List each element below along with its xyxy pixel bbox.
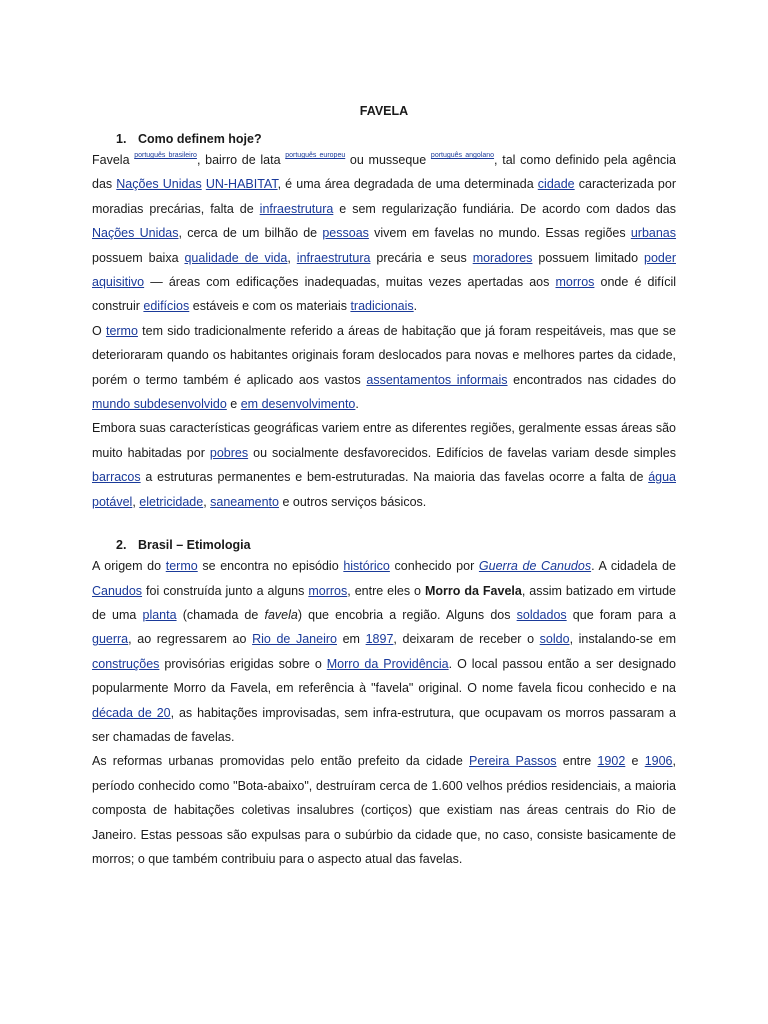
paragraph-term [92, 319, 676, 417]
link-barracos[interactable]: barracos [92, 470, 141, 485]
paragraph-characteristics [92, 416, 676, 514]
text: provisórias erigidas sobre o [159, 656, 327, 671]
link-termo[interactable]: termo [165, 559, 198, 574]
link-guerra-de-canudos[interactable]: Guerra de Canudos [478, 559, 592, 574]
text: , ao regressarem ao [128, 632, 253, 647]
link-em-desenvolvimento[interactable]: em desenvolvimento [240, 397, 356, 412]
link-qualidade-de-vida[interactable]: qualidade de vida [184, 250, 288, 265]
text: As reformas urbanas promovidas pelo então prefeito da cidade [92, 754, 470, 769]
text: , tal como definido pela agência das [92, 153, 676, 192]
link-1897[interactable]: 1897 [365, 632, 394, 647]
link-un-habitat[interactable]: UN-HABITAT [205, 177, 278, 192]
text: A origem do [92, 559, 166, 574]
link-decada-de-20[interactable]: década de 20 [92, 705, 171, 720]
link-construcoes[interactable]: construções [92, 656, 160, 671]
text: , [287, 250, 297, 265]
language-tag [134, 152, 197, 159]
text: , bairro de lata [196, 153, 286, 167]
text: possuem baixa [92, 250, 185, 265]
paragraph-reforms [92, 749, 676, 871]
link-infraestrutura[interactable]: infraestrutura [259, 201, 334, 216]
text: conhecido por [389, 559, 479, 574]
link-1906[interactable]: 1906 [644, 754, 673, 769]
link-agua-potavel[interactable]: água potável [92, 470, 676, 509]
text: e [625, 754, 645, 769]
link-nacoes-unidas[interactable]: Nações Unidas [116, 177, 202, 192]
text: caracterizada por moradias precárias, falta de [92, 177, 676, 216]
text: que foram para a [566, 607, 676, 622]
text: a estruturas permanentes e bem-estruturadas. Na maioria das favelas ocorre a falta de [140, 470, 649, 485]
link-pessoas[interactable]: pessoas [322, 226, 369, 241]
section-heading-2 [92, 538, 676, 552]
link-portugues-angolano[interactable]: português angolano [430, 152, 495, 159]
link-urbanas[interactable]: urbanas [630, 226, 677, 241]
link-assentamentos-informais[interactable]: assentamentos informais [366, 372, 508, 387]
section-number: 2. [116, 538, 127, 553]
text: , instalando-se em [569, 632, 676, 647]
text: , as habitações improvisadas, sem infra-estrutura, que ocupavam os morros passaram a ser chamadas de favelas. [92, 705, 676, 744]
document-title: FAVELA [359, 104, 409, 118]
text: , é uma área degradada de uma determinada [277, 177, 538, 192]
link-moradores[interactable]: moradores [472, 250, 533, 265]
text: entre [556, 754, 598, 769]
link-tradicionais[interactable]: tradicionais [350, 299, 414, 314]
text: se encontra no episódio [197, 559, 344, 574]
text: ) que encobria a região. Alguns dos [297, 607, 517, 622]
text: , cerca de um bilhão de [178, 226, 323, 241]
text: , deixaram de receber o [393, 632, 540, 647]
link-nacoes-unidas[interactable]: Nações Unidas [92, 226, 179, 241]
text: Embora suas características geográficas variem entre as diferentes regiões, geralmente essas áreas são muito habitadas por [92, 421, 676, 460]
language-tag [431, 152, 494, 159]
text: , período conhecido como "Bota-abaixo", destruíram cerca de 1.600 velhos prédios residenciais, a maioria composta de habitações coletivas insalubres (cortiços) que existiam nas áreas centrais do Rio de Janeiro. Estas pessoas são expulsas para o subúrbio da cidade que, no caso, consiste basicamente de morros; o que também contribuiu para o aspecto atual das favelas. [92, 754, 676, 866]
link-infraestrutura[interactable]: infraestrutura [296, 250, 371, 265]
section-heading-1 [92, 132, 676, 146]
section-spacer [92, 514, 676, 538]
link-guerra[interactable]: guerra [92, 632, 129, 647]
text: e outros serviços básicos. [278, 494, 427, 509]
paragraph-definition [92, 148, 676, 319]
link-canudos[interactable]: Canudos [92, 583, 143, 598]
link-cidade[interactable]: cidade [537, 177, 575, 192]
text: . [413, 299, 418, 314]
language-tag [285, 152, 345, 159]
text: precária e seus [370, 250, 473, 265]
text: onde é difícil construir [92, 275, 676, 314]
text: , entre eles o [347, 583, 425, 598]
section-title: Como definem hoje? [138, 132, 262, 146]
text: estáveis e com os materiais [189, 299, 351, 314]
text: . A cidadela de [591, 559, 676, 574]
text: ou musseque [345, 153, 431, 167]
text: . [355, 397, 359, 412]
link-morros[interactable]: morros [555, 275, 595, 290]
text: — áreas com edificações inadequadas, muitas vezes apertadas aos [144, 275, 556, 290]
link-planta[interactable]: planta [142, 607, 177, 622]
text: em [336, 632, 366, 647]
document-page [92, 104, 676, 871]
link-portugues-europeu[interactable]: português europeu [285, 152, 346, 159]
text: vivem em favelas no mundo. Essas regiões [368, 226, 631, 241]
link-soldo[interactable]: soldo [539, 632, 570, 647]
text: (chamada de [176, 607, 265, 622]
link-rio-de-janeiro[interactable]: Rio de Janeiro [252, 632, 337, 647]
text: , [132, 494, 140, 509]
link-morro-da-providencia[interactable]: Morro da Providência [326, 656, 449, 671]
link-poder-aquisitivo[interactable]: poder aquisitivo [92, 250, 676, 290]
link-soldados[interactable]: soldados [516, 607, 567, 622]
text: tem sido tradicionalmente referido a áreas de habitação que já foram respeitáveis, mas que se deterioraram quando os habitantes originais foram deslocados para novas e melhores partes da cidade, porém o termo também é aplicado aos vastos [92, 323, 676, 387]
link-historico[interactable]: histórico [343, 559, 390, 574]
text: e [226, 397, 241, 412]
link-pereira-passos[interactable]: Pereira Passos [469, 754, 557, 769]
text: e sem regularização fundiária. De acordo com dados das [333, 201, 677, 216]
section-number: 1. [116, 132, 127, 146]
paragraph-etymology [92, 554, 676, 749]
link-portugues-brasileiro[interactable]: português brasileiro [134, 152, 197, 159]
bold-morro-da-favela: Morro da Favela [424, 583, 522, 598]
text: O [92, 323, 106, 338]
text: Favela [92, 153, 135, 167]
link-saneamento[interactable]: saneamento [210, 494, 279, 509]
text: encontrados nas cidades do [507, 372, 677, 387]
text: , assim batizado em virtude de uma [92, 583, 676, 622]
link-edificios[interactable]: edifícios [143, 299, 190, 314]
text: possuem limitado [532, 250, 645, 265]
link-1902[interactable]: 1902 [597, 754, 626, 769]
italic-favela: favela [264, 607, 298, 622]
link-eletricidade[interactable]: eletricidade [139, 494, 204, 509]
text: foi construída junto a alguns [142, 583, 309, 598]
text: . O local passou então a ser designado popularmente Morro da Favela, em referência à "favela" original. O nome favela ficou conhecido e na [92, 656, 677, 696]
link-morros[interactable]: morros [308, 583, 348, 598]
link-mundo-subdesenvolvido[interactable]: mundo subdesenvolvido [92, 397, 227, 412]
section-title: Brasil – Etimologia [138, 538, 251, 553]
text: , [203, 494, 211, 509]
link-termo[interactable]: termo [105, 323, 138, 338]
text: ou socialmente desfavorecidos. Edifícios de favelas variam desde simples [248, 445, 677, 460]
link-pobres[interactable]: pobres [209, 445, 249, 460]
